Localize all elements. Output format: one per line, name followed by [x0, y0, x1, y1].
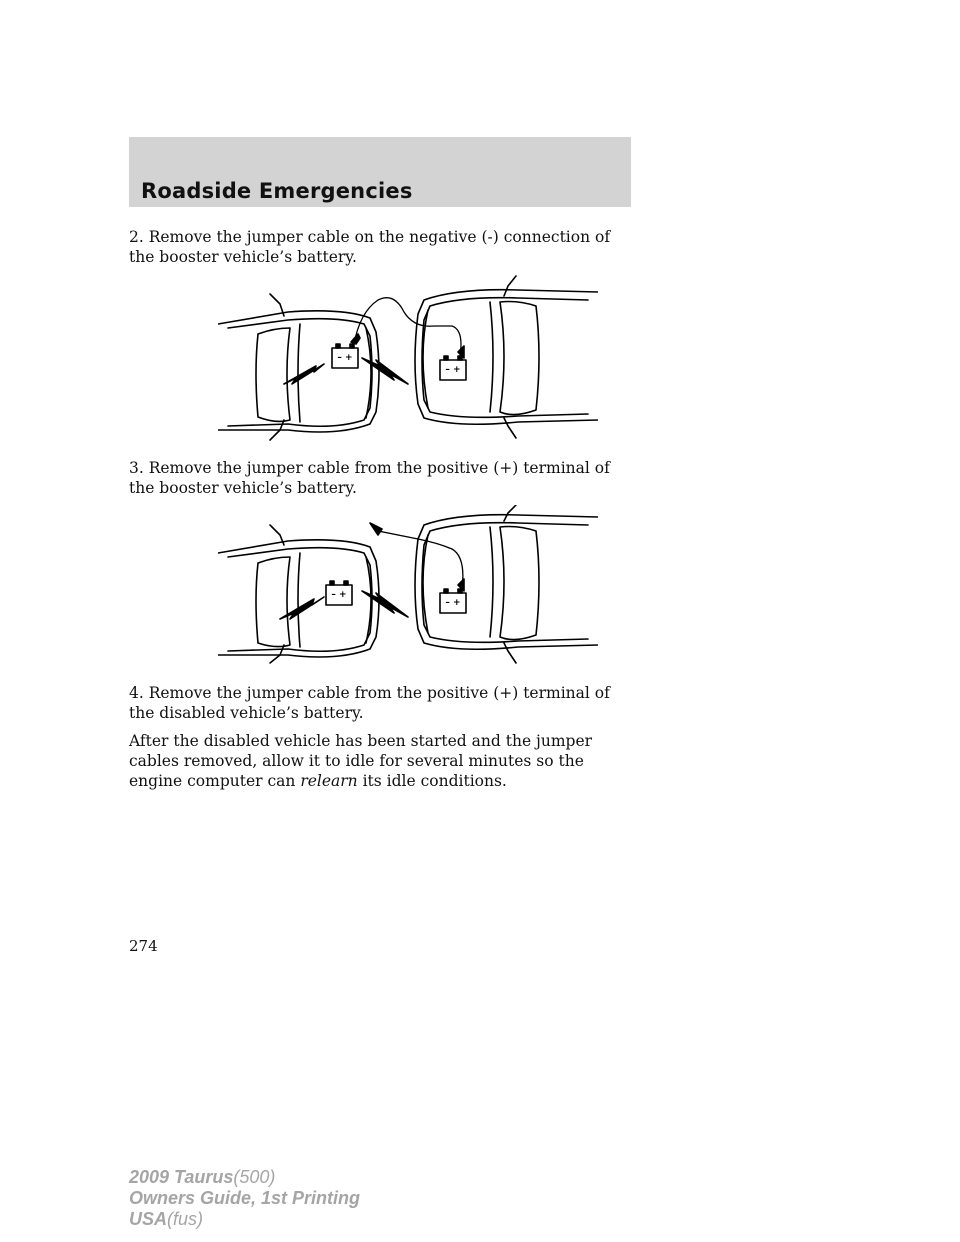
footer — [129, 1167, 360, 1230]
jumper-cable — [378, 531, 463, 589]
footer-model: 2009 Taurus — [129, 1167, 234, 1187]
note-emphasis: relearn — [300, 772, 358, 790]
lightning-bolt-icon — [284, 364, 324, 384]
footer-market-code: (fus) — [167, 1209, 204, 1229]
section-header — [129, 137, 631, 207]
jumper-disconnect-negative-illustration — [218, 272, 598, 442]
booster-vehicle-icon — [415, 276, 598, 438]
footer-line-3 — [129, 1209, 360, 1230]
footer-market: USA — [129, 1209, 168, 1229]
footer-line-2: Owners Guide, 1st Printing — [129, 1188, 361, 1208]
note-text-before: After the disabled vehicle has been started and the jumper cables removed, allow it to idle for several minutes so the engine computer can — [129, 732, 593, 790]
disabled-battery-icon — [326, 581, 352, 605]
disabled-battery-icon — [332, 344, 358, 368]
footer-line-1 — [129, 1167, 360, 1188]
lightning-bolt-icon — [362, 591, 408, 617]
jumper-disconnect-positive-booster-illustration — [218, 505, 598, 665]
idle-relearn-note — [129, 731, 639, 791]
booster-battery-icon — [440, 589, 466, 613]
step-3-text: 3. Remove the jumper cable from the positive (+) terminal of the booster vehicle’s battery. — [129, 459, 610, 497]
page-number: 274 — [129, 937, 158, 955]
booster-battery-icon — [440, 356, 466, 380]
step-2-text: 2. Remove the jumper cable on the negative (-) connection of the booster vehicle’s battery. — [129, 228, 611, 266]
lightning-bolt-icon — [362, 358, 408, 384]
footer-model-code: (500) — [233, 1167, 276, 1187]
step-4-text: 4. Remove the jumper cable from the positive (+) terminal of the disabled vehicle’s battery. — [129, 684, 610, 722]
booster-vehicle-icon — [415, 505, 598, 663]
section-title: Roadside Emergencies — [141, 179, 413, 203]
cable-clamp-icon — [370, 523, 382, 535]
booster-battery-terminals-label: – + — [445, 598, 461, 608]
disabled-battery-terminals-label: – + — [337, 353, 353, 363]
disabled-battery-terminals-label: – + — [331, 590, 347, 600]
disabled-vehicle-icon — [218, 525, 379, 663]
note-text-after: its idle conditions. — [357, 772, 507, 790]
booster-battery-terminals-label: – + — [445, 365, 461, 375]
